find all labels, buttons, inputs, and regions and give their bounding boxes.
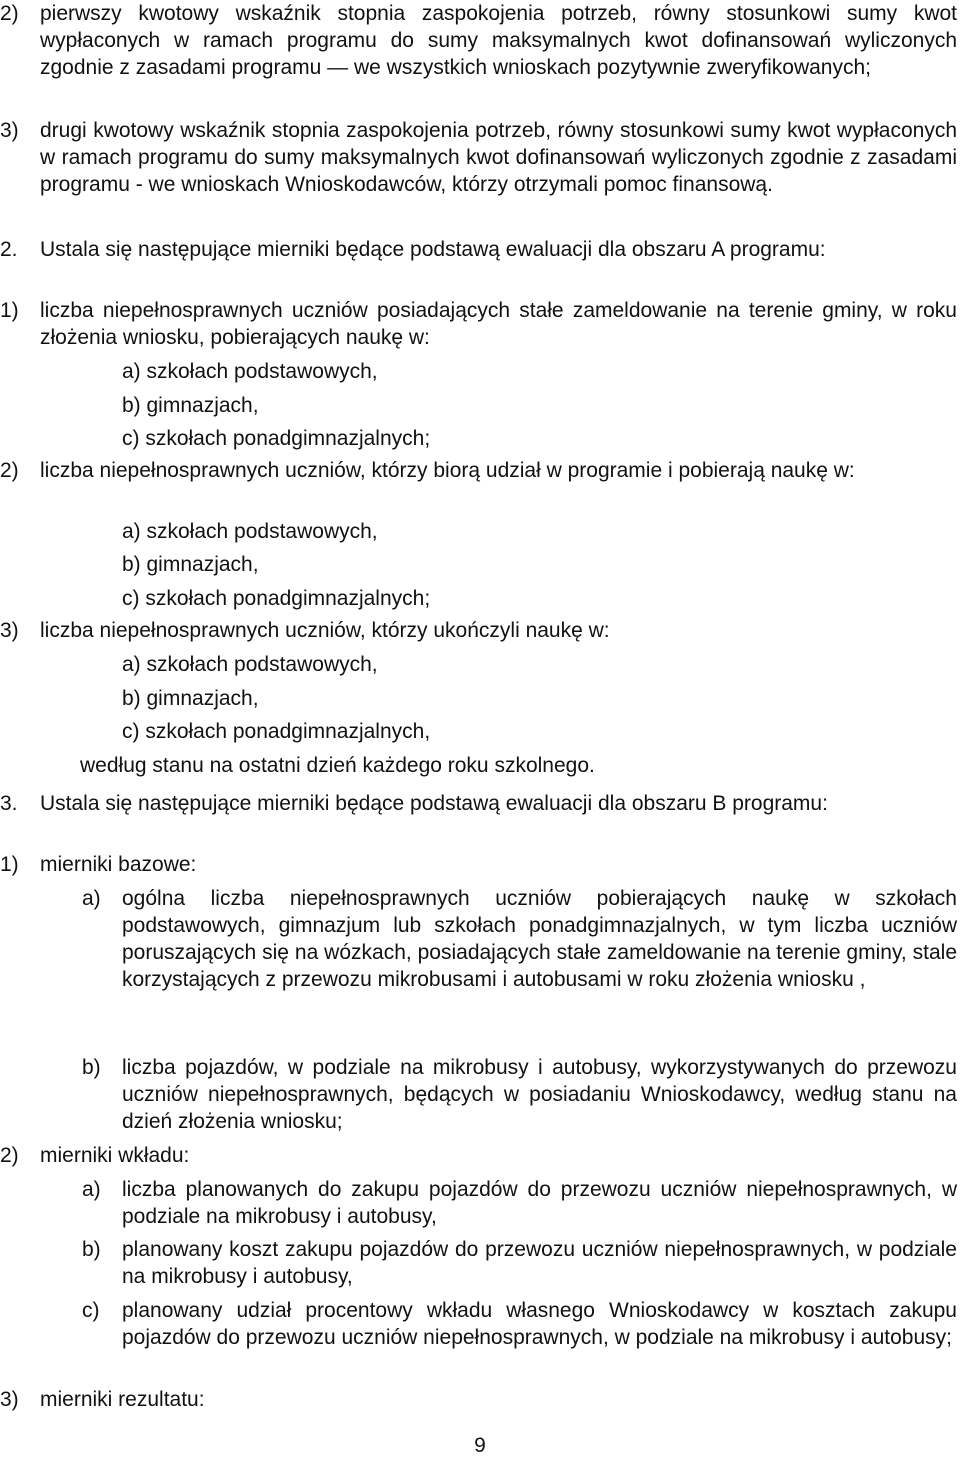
sub-item: a) szkołach podstawowych, xyxy=(122,360,378,383)
list-number: 2) xyxy=(0,2,19,25)
intro-item-2 xyxy=(0,0,957,81)
section-text: Ustala się następujące mierniki będące podstawą ewaluacji dla obszaru A programu: xyxy=(40,238,826,261)
section-text: Ustala się następujące mierniki będące podstawą ewaluacji dla obszaru B programu: xyxy=(40,792,828,815)
sub-item-text: liczba planowanych do zakupu pojazdów do przewozu uczniów niepełnosprawnych, w podziale na mikrobusy i autobusy, xyxy=(122,1178,957,1228)
section-3-item-3 xyxy=(0,1386,957,1413)
sub-item-a xyxy=(82,1176,957,1230)
section-2-item-3 xyxy=(0,617,957,644)
list-number: 1) xyxy=(0,299,19,322)
sub-item-text: liczba pojazdów, w podziale na mikrobusy i autobusy, wykorzystywanych do przewozu uczniów niepełnosprawnych, będących w posiadaniu Wnioskodawcy, według stanu na dzień złożenia wniosku; xyxy=(122,1056,957,1133)
list-item-text: mierniki rezultatu: xyxy=(40,1388,205,1411)
list-number: 3) xyxy=(0,619,19,642)
sub-item-text: ogólna liczba niepełnosprawnych uczniów pobierających naukę w szkołach podstawowych, gimnazjum lub szkołach ponadgimnazjalnych, w tym liczba uczniów poruszających się na wózkach, posiadających stałe zameldowanie na terenie gminy, stale korzystających z przewozu mikrobusami i autobusami w roku złożenia wniosku , xyxy=(122,887,957,991)
list-item-text: liczba niepełnosprawnych uczniów, którzy biorą udział w programie i pobierają naukę w: xyxy=(40,459,855,482)
page-number: 9 xyxy=(474,1434,486,1457)
sub-item-b xyxy=(82,1236,957,1290)
sub-item-a xyxy=(82,885,957,993)
list-number: 1) xyxy=(0,853,19,876)
intro-item-3 xyxy=(0,117,957,198)
list-number: 3) xyxy=(0,1388,19,1411)
section-2-item-2 xyxy=(0,457,957,484)
list-item-text: mierniki wkładu: xyxy=(40,1144,190,1167)
sub-item: b) gimnazjach, xyxy=(122,394,259,417)
sub-item: b) gimnazjach, xyxy=(122,687,259,710)
sub-item-letter: a) xyxy=(82,887,101,910)
section-number: 3. xyxy=(0,792,18,815)
sub-item-b xyxy=(82,1054,957,1135)
list-item-text: liczba niepełnosprawnych uczniów, którzy ukończyli naukę w: xyxy=(40,619,610,642)
section-number: 2. xyxy=(0,238,18,261)
sub-item-text: planowany udział procentowy wkładu własnego Wnioskodawcy w kosztach zakupu pojazdów do przewozu uczniów niepełnosprawnych, w podziale na mikrobusy i autobusy; xyxy=(122,1299,957,1349)
list-number: 3) xyxy=(0,119,19,142)
list-number: 2) xyxy=(0,459,19,482)
sub-item: c) szkołach ponadgimnazjalnych; xyxy=(122,427,431,450)
sub-item: a) szkołach podstawowych, xyxy=(122,520,378,543)
list-item-text: mierniki bazowe: xyxy=(40,853,197,876)
section-2-item-1 xyxy=(0,297,957,351)
sub-item: c) szkołach ponadgimnazjalnych, xyxy=(122,720,431,743)
sub-item-text: planowany koszt zakupu pojazdów do przewozu uczniów niepełnosprawnych, w podziale na mikrobusy i autobusy, xyxy=(122,1238,957,1288)
sub-item-letter: c) xyxy=(82,1299,100,1322)
sub-item-letter: b) xyxy=(82,1238,101,1261)
list-number: 2) xyxy=(0,1144,19,1167)
section-3-heading xyxy=(0,790,957,817)
sub-item-letter: b) xyxy=(82,1056,101,1079)
section-3-item-2 xyxy=(0,1142,957,1169)
closing-text: według stanu na ostatni dzień każdego roku szkolnego. xyxy=(80,754,595,777)
sub-item: b) gimnazjach, xyxy=(122,553,259,576)
list-item-text: drugi kwotowy wskaźnik stopnia zaspokojenia potrzeb, równy stosunkowi sumy kwot wypłaconych w ramach programu do sumy maksymalnych kwot dofinansowań wyliczonych zgodnie z zasadami programu - we wnioskach Wnioskodawców, którzy otrzymali pomoc finansową. xyxy=(40,119,957,196)
section-3-item-1 xyxy=(0,851,957,878)
section-2-heading xyxy=(0,236,957,263)
sub-item-letter: a) xyxy=(82,1178,101,1201)
list-item-text: liczba niepełnosprawnych uczniów posiadających stałe zameldowanie na terenie gminy, w roku złożenia wniosku, pobierających naukę w: xyxy=(40,299,957,349)
sub-item-c xyxy=(82,1297,957,1351)
list-item-text: pierwszy kwotowy wskaźnik stopnia zaspokojenia potrzeb, równy stosunkowi sumy kwot wypłaconych w ramach programu do sumy maksymalnych kwot dofinansowań wyliczonych zgodnie z zasadami programu — we wszystkich wnioskach pozytywnie zweryfikowanych; xyxy=(40,2,957,79)
sub-item: a) szkołach podstawowych, xyxy=(122,653,378,676)
sub-item: c) szkołach ponadgimnazjalnych; xyxy=(122,587,431,610)
